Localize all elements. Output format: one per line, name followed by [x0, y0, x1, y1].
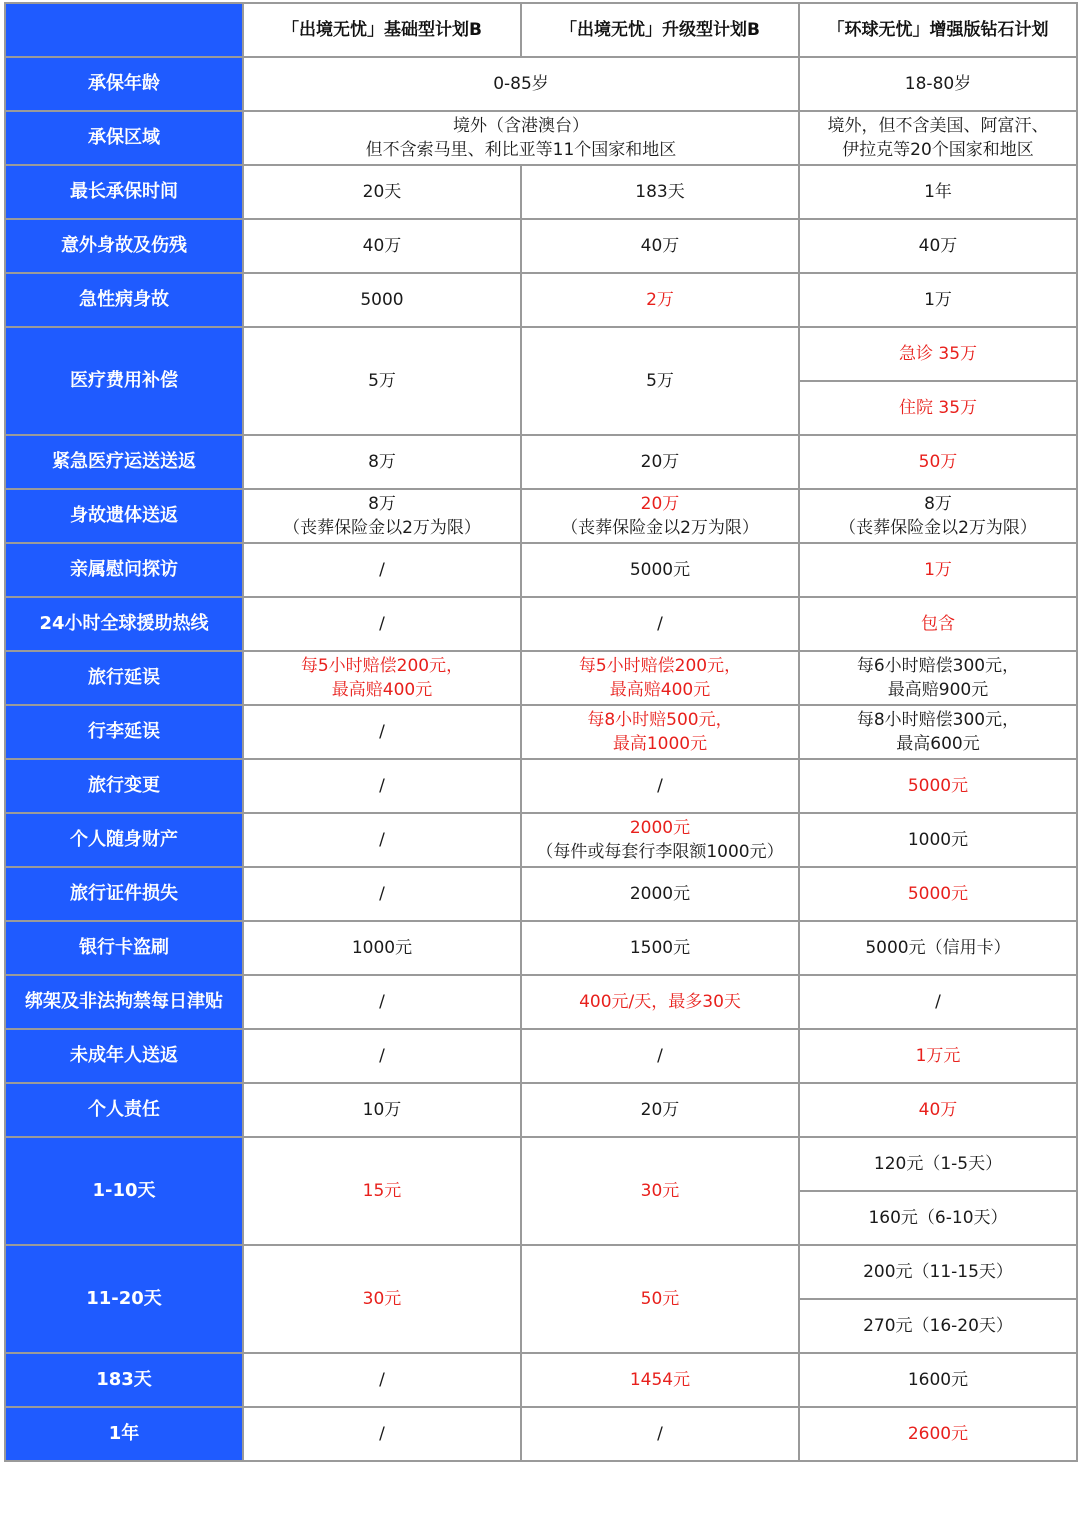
- repat-basic-note: （丧葬保险金以2万为限）: [283, 518, 481, 538]
- cell-property-upgrade: [521, 813, 799, 867]
- cell-docs-diamond: 5000元: [799, 867, 1077, 921]
- table-row: [5, 165, 1077, 219]
- baggage-upgrade-line-1: 每8小时赔500元，: [587, 710, 733, 730]
- cell-baggage-basic: /: [243, 705, 521, 759]
- row-label-acute: 急性病身故: [5, 273, 243, 327]
- cell-price-183-diamond: 1600元: [799, 1353, 1077, 1407]
- row-label-travel-delay: 旅行延误: [5, 651, 243, 705]
- cell-accident-upgrade: 40万: [521, 219, 799, 273]
- row-label-property: 个人随身财产: [5, 813, 243, 867]
- cell-age-diamond: 18-80岁: [799, 57, 1077, 111]
- row-label-documents: 旅行证件损失: [5, 867, 243, 921]
- table-row: [5, 57, 1077, 111]
- cell-medical-basic: 5万: [243, 327, 521, 435]
- row-label-hotline: 24小时全球援助热线: [5, 597, 243, 651]
- cell-hotline-diamond: 包含: [799, 597, 1077, 651]
- baggage-diamond-line-1: 每8小时赔偿300元，: [856, 710, 1020, 730]
- table-row: [5, 813, 1077, 867]
- repat-basic-amount: 8万: [368, 494, 396, 514]
- cell-change-diamond: 5000元: [799, 759, 1077, 813]
- baggage-diamond-line-2: 最高600元: [896, 734, 980, 754]
- plan-header-diamond: 「环球无忧」增强版钻石计划: [799, 3, 1077, 57]
- row-label-price-1y: 1年: [5, 1407, 243, 1461]
- table-row: [5, 1137, 1077, 1191]
- cell-repat-basic: [243, 489, 521, 543]
- cell-minor-diamond: 1万元: [799, 1029, 1077, 1083]
- cell-region-diamond: [799, 111, 1077, 165]
- row-label-price-1-10: 1-10天: [5, 1137, 243, 1245]
- table-row: [5, 705, 1077, 759]
- cell-repat-diamond: [799, 489, 1077, 543]
- plan-header-basic: 「出境无忧」基础型计划B: [243, 3, 521, 57]
- cell-kidnap-basic: /: [243, 975, 521, 1029]
- cell-hotline-basic: /: [243, 597, 521, 651]
- cell-liability-upgrade: 20万: [521, 1083, 799, 1137]
- cell-property-basic: /: [243, 813, 521, 867]
- row-label-card-fraud: 银行卡盗刷: [5, 921, 243, 975]
- repat-upgrade-amount: 20万: [640, 494, 680, 514]
- delay-diamond-line-1: 每6小时赔偿300元，: [856, 656, 1020, 676]
- row-label-medical: 医疗费用补偿: [5, 327, 243, 435]
- table-row: [5, 1029, 1077, 1083]
- cell-price-1y-diamond: 2600元: [799, 1407, 1077, 1461]
- table-row: [5, 867, 1077, 921]
- comparison-table: [4, 2, 1078, 1462]
- cell-age-basic-upgrade: 0-85岁: [243, 57, 799, 111]
- repat-diamond-amount: 8万: [924, 494, 952, 514]
- cell-card-diamond: 5000元（信用卡）: [799, 921, 1077, 975]
- cell-visit-upgrade: 5000元: [521, 543, 799, 597]
- region-diamond-line-1: 境外，但不含美国、阿富汗、: [827, 116, 1049, 136]
- cell-duration-diamond: 1年: [799, 165, 1077, 219]
- cell-acute-upgrade: 2万: [521, 273, 799, 327]
- cell-accident-basic: 40万: [243, 219, 521, 273]
- table-row: [5, 219, 1077, 273]
- row-label-age: 承保年龄: [5, 57, 243, 111]
- baggage-upgrade-line-2: 最高1000元: [612, 734, 708, 754]
- cell-duration-basic: 20天: [243, 165, 521, 219]
- cell-minor-basic: /: [243, 1029, 521, 1083]
- cell-delay-upgrade: [521, 651, 799, 705]
- cell-price-6-10-diamond: 160元（6-10天）: [799, 1191, 1077, 1245]
- cell-change-upgrade: /: [521, 759, 799, 813]
- cell-evac-upgrade: 20万: [521, 435, 799, 489]
- cell-evac-basic: 8万: [243, 435, 521, 489]
- cell-kidnap-upgrade: 400元/天，最多30天: [521, 975, 799, 1029]
- delay-upgrade-line-2: 最高赔400元: [609, 680, 711, 700]
- table-row: [5, 759, 1077, 813]
- cell-liability-diamond: 40万: [799, 1083, 1077, 1137]
- table-row: [5, 1407, 1077, 1461]
- cell-baggage-upgrade: [521, 705, 799, 759]
- table-row: [5, 111, 1077, 165]
- cell-price-1y-upgrade: /: [521, 1407, 799, 1461]
- cell-card-basic: 1000元: [243, 921, 521, 975]
- row-label-liability: 个人责任: [5, 1083, 243, 1137]
- row-label-price-183: 183天: [5, 1353, 243, 1407]
- cell-price-1-5-diamond: 120元（1-5天）: [799, 1137, 1077, 1191]
- cell-accident-diamond: 40万: [799, 219, 1077, 273]
- corner-cell: [5, 3, 243, 57]
- cell-price-16-20-diamond: 270元（16-20天）: [799, 1299, 1077, 1353]
- table-row: [5, 921, 1077, 975]
- table-row: [5, 435, 1077, 489]
- table-row: [5, 1353, 1077, 1407]
- cell-repat-upgrade: [521, 489, 799, 543]
- plan-header-upgrade: 「出境无忧」升级型计划B: [521, 3, 799, 57]
- cell-delay-basic: [243, 651, 521, 705]
- row-label-minor-return: 未成年人送返: [5, 1029, 243, 1083]
- cell-medical-diamond-emergency: 急诊 35万: [799, 327, 1077, 381]
- row-label-price-11-20: 11-20天: [5, 1245, 243, 1353]
- cell-liability-basic: 10万: [243, 1083, 521, 1137]
- cell-price-11-20-basic: 30元: [243, 1245, 521, 1353]
- cell-price-183-basic: /: [243, 1353, 521, 1407]
- property-upgrade-amount: 2000元: [629, 818, 691, 838]
- row-label-travel-change: 旅行变更: [5, 759, 243, 813]
- delay-upgrade-line-1: 每5小时赔偿200元，: [578, 656, 742, 676]
- cell-medical-diamond-inpatient: 住院 35万: [799, 381, 1077, 435]
- cell-acute-basic: 5000: [243, 273, 521, 327]
- cell-kidnap-diamond: /: [799, 975, 1077, 1029]
- cell-price-1-10-basic: 15元: [243, 1137, 521, 1245]
- cell-card-upgrade: 1500元: [521, 921, 799, 975]
- row-label-evac: 紧急医疗运送送返: [5, 435, 243, 489]
- cell-duration-upgrade: 183天: [521, 165, 799, 219]
- cell-region-basic-upgrade: [243, 111, 799, 165]
- cell-baggage-diamond: [799, 705, 1077, 759]
- cell-docs-upgrade: 2000元: [521, 867, 799, 921]
- row-label-region: 承保区域: [5, 111, 243, 165]
- row-label-repatriation: 身故遗体送返: [5, 489, 243, 543]
- cell-price-1y-basic: /: [243, 1407, 521, 1461]
- table-row: [5, 489, 1077, 543]
- cell-price-11-20-upgrade: 50元: [521, 1245, 799, 1353]
- table-row: [5, 1245, 1077, 1299]
- cell-price-11-15-diamond: 200元（11-15天）: [799, 1245, 1077, 1299]
- cell-visit-diamond: 1万: [799, 543, 1077, 597]
- cell-price-1-10-upgrade: 30元: [521, 1137, 799, 1245]
- table-row: [5, 1083, 1077, 1137]
- table-row: [5, 597, 1077, 651]
- delay-diamond-line-2: 最高赔900元: [887, 680, 989, 700]
- cell-hotline-upgrade: /: [521, 597, 799, 651]
- property-upgrade-note: （每件或每套行李限额1000元）: [536, 842, 784, 862]
- row-label-baggage-delay: 行李延误: [5, 705, 243, 759]
- table-row: [5, 327, 1077, 381]
- cell-price-183-upgrade: 1454元: [521, 1353, 799, 1407]
- cell-evac-diamond: 50万: [799, 435, 1077, 489]
- table-row: [5, 543, 1077, 597]
- delay-basic-line-1: 每5小时赔偿200元，: [300, 656, 464, 676]
- cell-visit-basic: /: [243, 543, 521, 597]
- row-label-accident: 意外身故及伤残: [5, 219, 243, 273]
- cell-docs-basic: /: [243, 867, 521, 921]
- table-row: [5, 975, 1077, 1029]
- repat-diamond-note: （丧葬保险金以2万为限）: [839, 518, 1037, 538]
- row-label-duration: 最长承保时间: [5, 165, 243, 219]
- table-row: [5, 273, 1077, 327]
- cell-property-diamond: 1000元: [799, 813, 1077, 867]
- region-line-1: 境外（含港澳台）: [453, 116, 589, 136]
- row-label-kidnap: 绑架及非法拘禁每日津贴: [5, 975, 243, 1029]
- cell-acute-diamond: 1万: [799, 273, 1077, 327]
- cell-change-basic: /: [243, 759, 521, 813]
- repat-upgrade-note: （丧葬保险金以2万为限）: [561, 518, 759, 538]
- header-row: [5, 3, 1077, 57]
- region-line-2: 但不含索马里、利比亚等11个国家和地区: [365, 140, 677, 160]
- table-row: [5, 651, 1077, 705]
- delay-basic-line-2: 最高赔400元: [331, 680, 433, 700]
- row-label-visit: 亲属慰问探访: [5, 543, 243, 597]
- cell-minor-upgrade: /: [521, 1029, 799, 1083]
- cell-delay-diamond: [799, 651, 1077, 705]
- region-diamond-line-2: 伊拉克等20个国家和地区: [842, 140, 1034, 160]
- cell-medical-upgrade: 5万: [521, 327, 799, 435]
